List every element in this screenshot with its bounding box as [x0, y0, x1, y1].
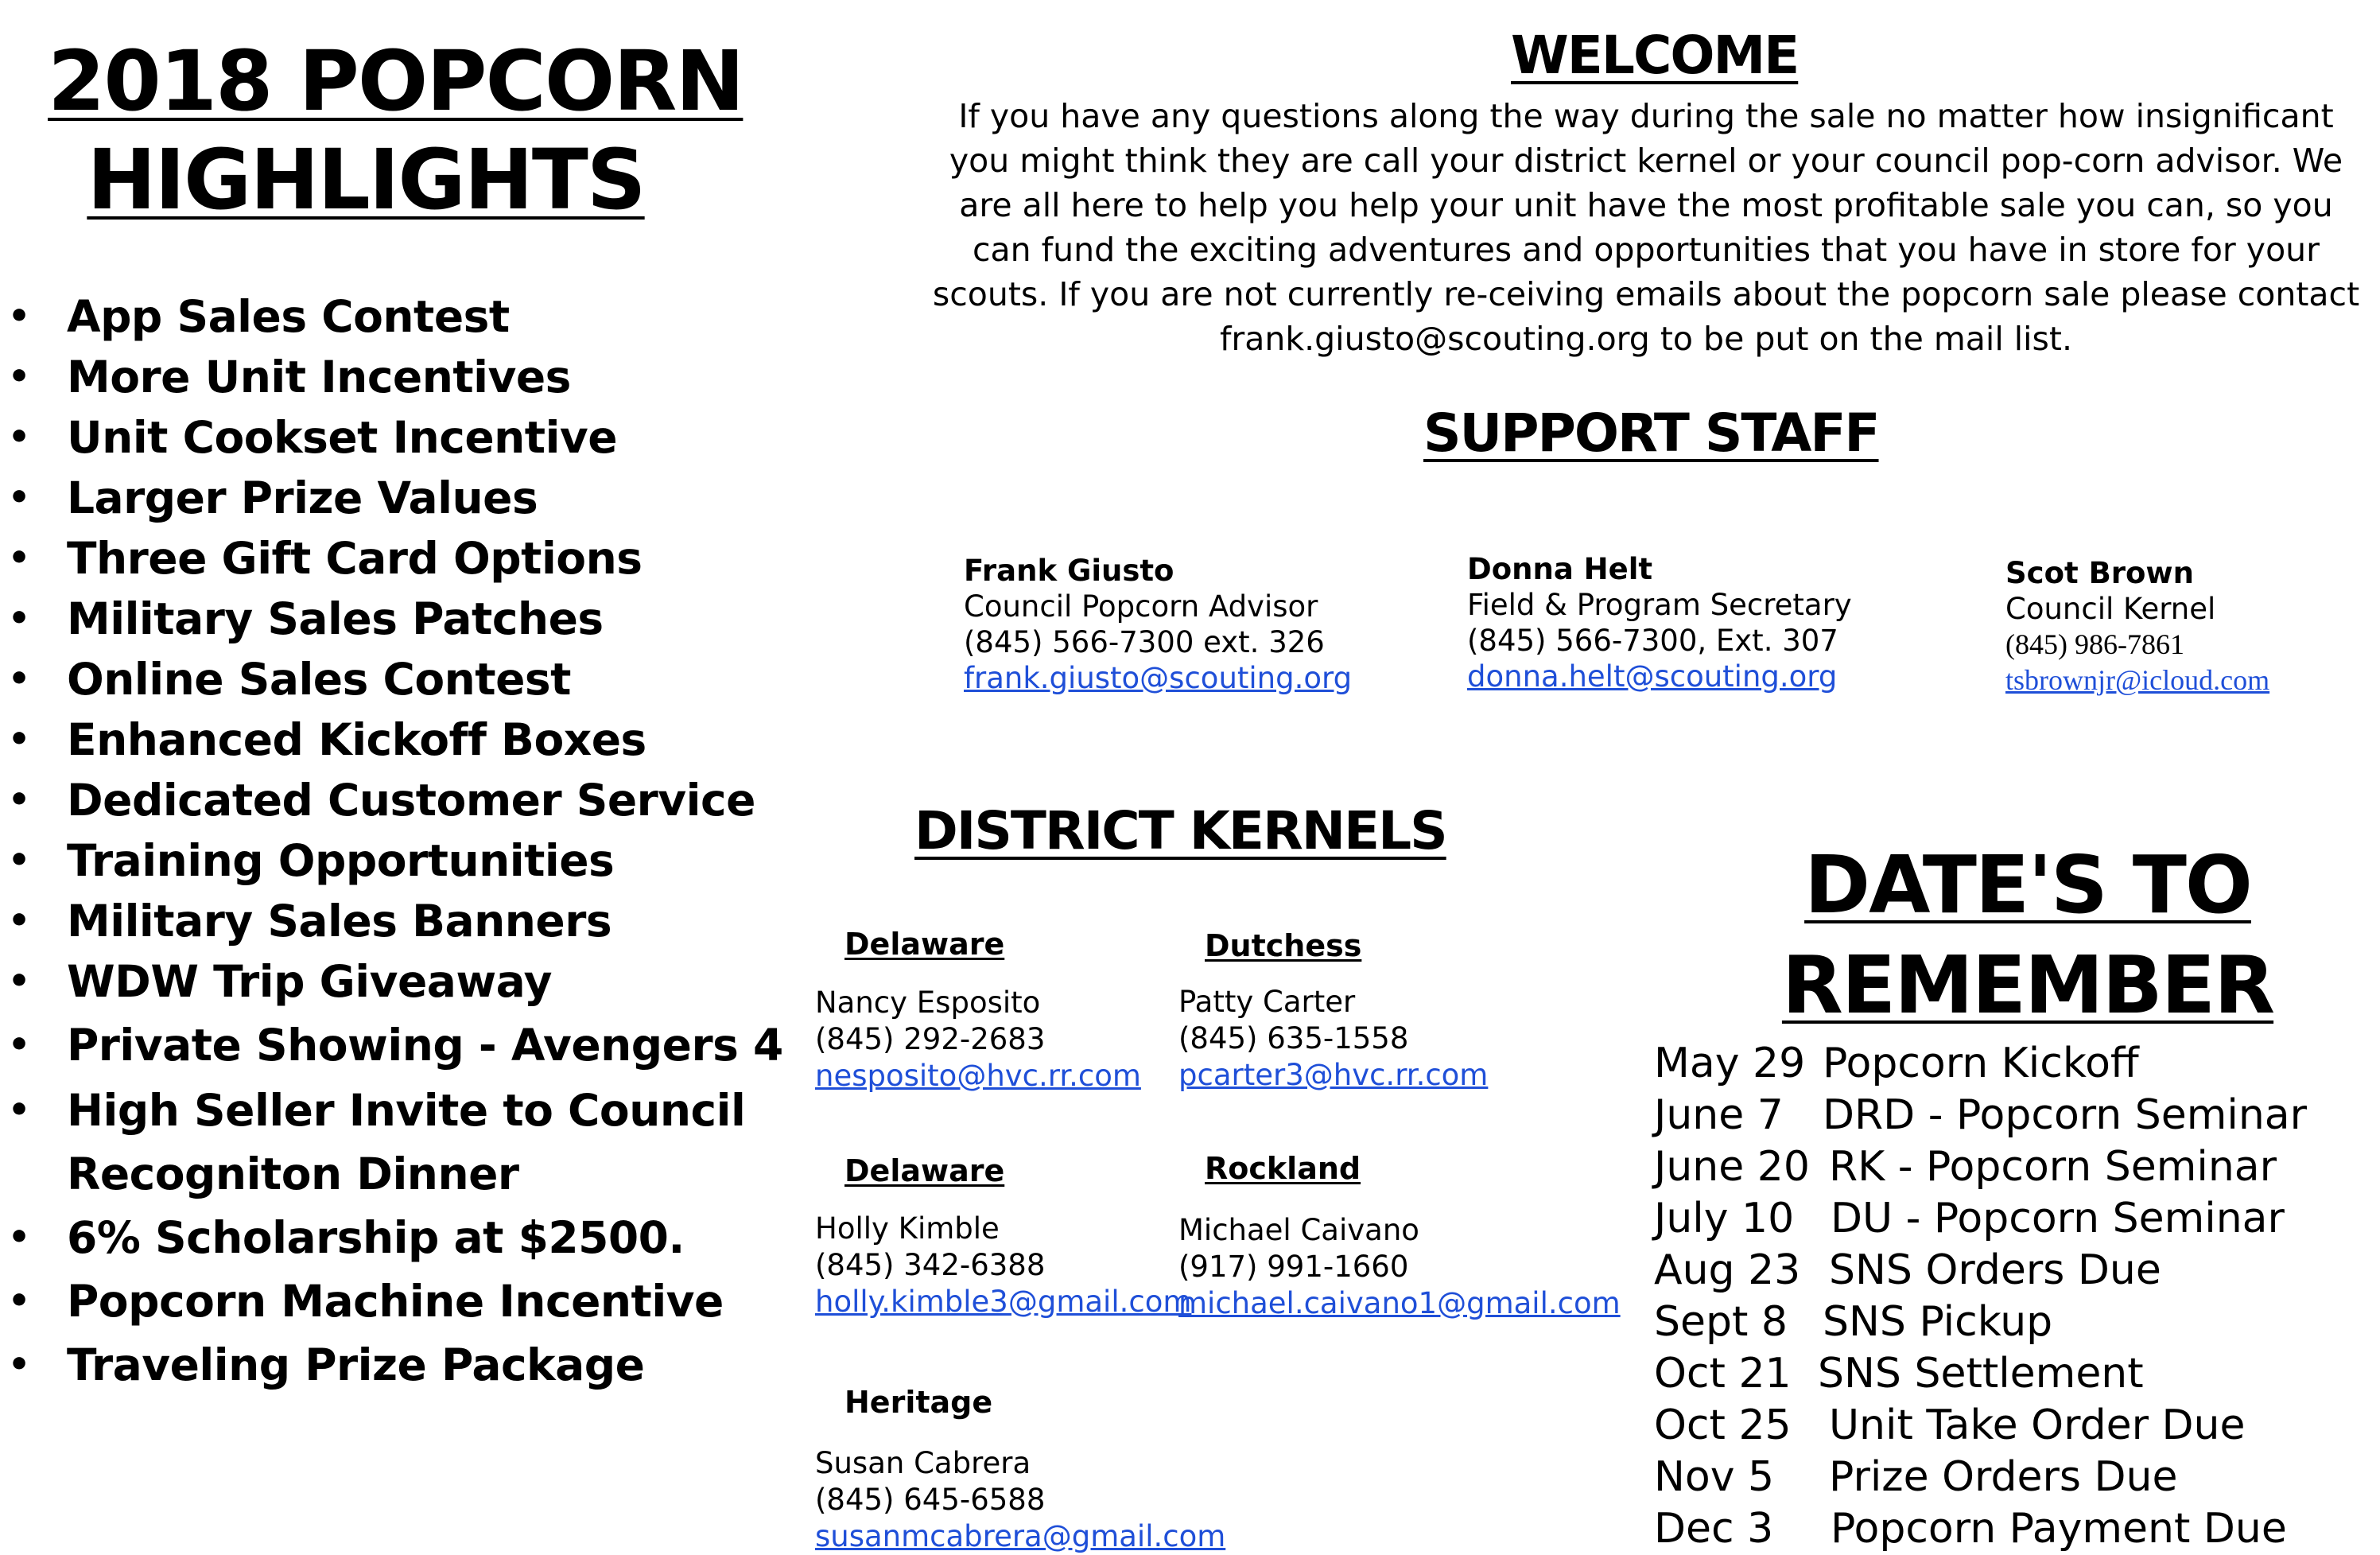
- bullet-icon: •: [8, 840, 30, 881]
- welcome-line: If you have any questions along the way during the sale no matter how insignificant: [958, 97, 2334, 135]
- welcome-line: can fund the exciting adventures and opportunities that you have in store for your: [972, 231, 2320, 269]
- date-value: July 10: [1654, 1195, 1795, 1242]
- bullet-icon: •: [8, 961, 30, 1001]
- bullet-icon: •: [8, 477, 30, 518]
- list-item: • 6% Scholarship at $2500.: [0, 1206, 795, 1269]
- date-value: June 7: [1654, 1091, 1784, 1139]
- list-item: • Larger Prize Values: [0, 468, 795, 528]
- list-item: • High Seller Invite to Council: [0, 1079, 795, 1142]
- contact-email-link[interactable]: nesposito@hvc.rr.com: [815, 1059, 1141, 1093]
- bullet-icon: •: [8, 1344, 30, 1385]
- date-event: SNS Orders Due: [1829, 1246, 2161, 1294]
- contact-phone: (845) 342-6388: [815, 1248, 1046, 1282]
- highlights-title: [48, 32, 744, 229]
- bullet-icon: •: [8, 900, 30, 941]
- bullet-icon: •: [8, 659, 30, 699]
- date-row: [1654, 1090, 2370, 1141]
- bullet-icon: •: [8, 1090, 30, 1130]
- contact-name: Michael Caivano: [1178, 1213, 1419, 1247]
- staff-card-frank: [964, 553, 1352, 696]
- staff-role: Field & Program Secretary: [1467, 588, 1852, 622]
- list-item: • Private Showing - Avengers 4: [0, 1012, 795, 1079]
- date-row: [1654, 1038, 2370, 1090]
- welcome-line: you might think they are call your district kernel or your council pop-corn advisor. We: [949, 142, 2343, 180]
- list-item-continuation: Recogniton Dinner: [67, 1149, 519, 1199]
- district-label: Heritage: [844, 1385, 993, 1420]
- date-event: SNS Settlement: [1818, 1350, 2144, 1398]
- dates-title-line2: REMEMBER: [1781, 939, 2274, 1032]
- district-contact: [1178, 1212, 1621, 1322]
- bullet-icon: •: [8, 538, 30, 578]
- staff-email-link[interactable]: frank.giusto@scouting.org: [964, 661, 1353, 695]
- date-value: Sept 8: [1654, 1298, 1788, 1346]
- welcome-title: WELCOME: [1511, 25, 1799, 86]
- date-value: Dec 3: [1654, 1505, 1774, 1553]
- bullet-icon: •: [8, 598, 30, 639]
- contact-email-link[interactable]: michael.caivano1@gmail.com: [1178, 1286, 1621, 1320]
- date-value: Nov 5: [1654, 1453, 1775, 1501]
- highlights-title-line1: 2018 POPCORN: [48, 33, 744, 130]
- highlights-title-line2: HIGHLIGHTS: [87, 131, 645, 228]
- bullet-icon: •: [8, 779, 30, 820]
- list-item: • Military Sales Patches: [0, 589, 795, 649]
- district-contact: [815, 985, 1141, 1094]
- contact-name: Susan Cabrera: [815, 1446, 1031, 1480]
- date-value: May 29: [1654, 1040, 1806, 1087]
- date-event: Prize Orders Due: [1829, 1453, 2178, 1501]
- date-event: DU - Popcorn Seminar: [1831, 1195, 2285, 1242]
- dates-title: [1749, 835, 2306, 1036]
- date-row: [1654, 1245, 2370, 1296]
- list-item: • Popcorn Machine Incentive: [0, 1269, 795, 1333]
- contact-email-link[interactable]: pcarter3@hvc.rr.com: [1178, 1058, 1489, 1092]
- district-contact: [815, 1211, 1191, 1320]
- list-item: • Online Sales Contest: [0, 649, 795, 709]
- contact-email-link[interactable]: susanmcabrera@gmail.com: [815, 1519, 1226, 1553]
- welcome-line: scouts. If you are not currently re-ceiving emails about the popcorn sale please contact: [932, 275, 2360, 313]
- district-label: Rockland: [1205, 1151, 1361, 1186]
- contact-name: Patty Carter: [1178, 985, 1356, 1019]
- date-value: Oct 21: [1654, 1350, 1792, 1398]
- bullet-icon: •: [8, 356, 30, 397]
- district-label: Delaware: [844, 927, 1005, 962]
- staff-card-scot: [2005, 555, 2269, 698]
- contact-name: Nancy Esposito: [815, 985, 1041, 1020]
- list-item: • App Sales Contest: [0, 286, 795, 347]
- date-row: [1654, 1141, 2370, 1193]
- list-item: • Three Gift Card Options: [0, 528, 795, 589]
- staff-phone: (845) 986-7861: [2005, 628, 2184, 660]
- support-staff-title: SUPPORT STAFF: [1423, 402, 1879, 464]
- list-item: • Unit Cookset Incentive: [0, 407, 795, 468]
- contact-phone: (845) 635-1558: [1178, 1021, 1409, 1055]
- district-kernels-title: DISTRICT KERNELS: [914, 800, 1446, 861]
- staff-phone: (845) 566-7300, Ext. 307: [1467, 624, 1838, 658]
- date-row: [1654, 1193, 2370, 1245]
- date-event: SNS Pickup: [1823, 1298, 2053, 1346]
- highlights-list: [0, 286, 795, 1397]
- date-row: [1654, 1296, 2370, 1348]
- date-value: June 20: [1654, 1143, 1810, 1191]
- staff-name: Scot Brown: [2005, 556, 2194, 590]
- dates-list: [1654, 1038, 2370, 1555]
- date-event: Unit Take Order Due: [1829, 1401, 2246, 1449]
- contact-phone: (917) 991-1660: [1178, 1250, 1409, 1284]
- list-item: • Dedicated Customer Service: [0, 770, 795, 830]
- dates-title-line1: DATE'S TO: [1804, 838, 2251, 931]
- list-item: • Military Sales Banners: [0, 891, 795, 951]
- date-event: RK - Popcorn Seminar: [1829, 1143, 2277, 1191]
- contact-phone: (845) 292-2683: [815, 1022, 1046, 1056]
- list-item: • WDW Trip Giveaway: [0, 951, 795, 1012]
- district-label: Delaware: [844, 1153, 1005, 1188]
- welcome-paragraph: [907, 94, 2380, 361]
- date-row: [1654, 1400, 2370, 1452]
- staff-card-donna: [1467, 551, 1852, 694]
- welcome-line: are all here to help you help your unit have the most profitable sale you can, so you: [959, 186, 2333, 224]
- date-value: Oct 25: [1654, 1401, 1792, 1449]
- list-item: • Enhanced Kickoff Boxes: [0, 709, 795, 770]
- district-contact: [1178, 984, 1488, 1094]
- bullet-icon: •: [8, 1024, 30, 1065]
- staff-email-link[interactable]: donna.helt@scouting.org: [1467, 659, 1838, 694]
- date-row: [1654, 1452, 2370, 1503]
- date-row: [1654, 1348, 2370, 1400]
- contact-email-link[interactable]: holly.kimble3@gmail.com: [815, 1285, 1192, 1319]
- bullet-icon: •: [8, 1217, 30, 1258]
- date-value: Aug 23: [1654, 1246, 1801, 1294]
- bullet-icon: •: [8, 1281, 30, 1321]
- bullet-icon: •: [8, 719, 30, 760]
- district-contact: [815, 1445, 1225, 1555]
- date-event: Popcorn Payment Due: [1831, 1505, 2287, 1553]
- welcome-line: frank.giusto@scouting.org to be put on the mail list.: [1219, 320, 2072, 358]
- staff-role: Council Kernel: [2005, 592, 2216, 626]
- contact-phone: (845) 645-6588: [815, 1483, 1046, 1517]
- list-item: • Training Opportunities: [0, 830, 795, 891]
- bullet-icon: •: [8, 296, 30, 336]
- date-event: Popcorn Kickoff: [1823, 1040, 2139, 1087]
- staff-name: Donna Helt: [1467, 552, 1653, 586]
- date-event: DRD - Popcorn Seminar: [1823, 1091, 2308, 1139]
- staff-email-link[interactable]: tsbrownjr@icloud.com: [2005, 664, 2270, 696]
- date-row: [1654, 1503, 2370, 1555]
- list-item: • More Unit Incentives: [0, 347, 795, 407]
- district-label: Dutchess: [1205, 928, 1362, 963]
- staff-name: Frank Giusto: [964, 554, 1174, 588]
- bullet-icon: •: [8, 417, 30, 457]
- list-item: • Traveling Prize Package: [0, 1333, 795, 1397]
- contact-name: Holly Kimble: [815, 1211, 1000, 1246]
- staff-phone: (845) 566-7300 ext. 326: [964, 625, 1325, 659]
- staff-role: Council Popcorn Advisor: [964, 589, 1318, 624]
